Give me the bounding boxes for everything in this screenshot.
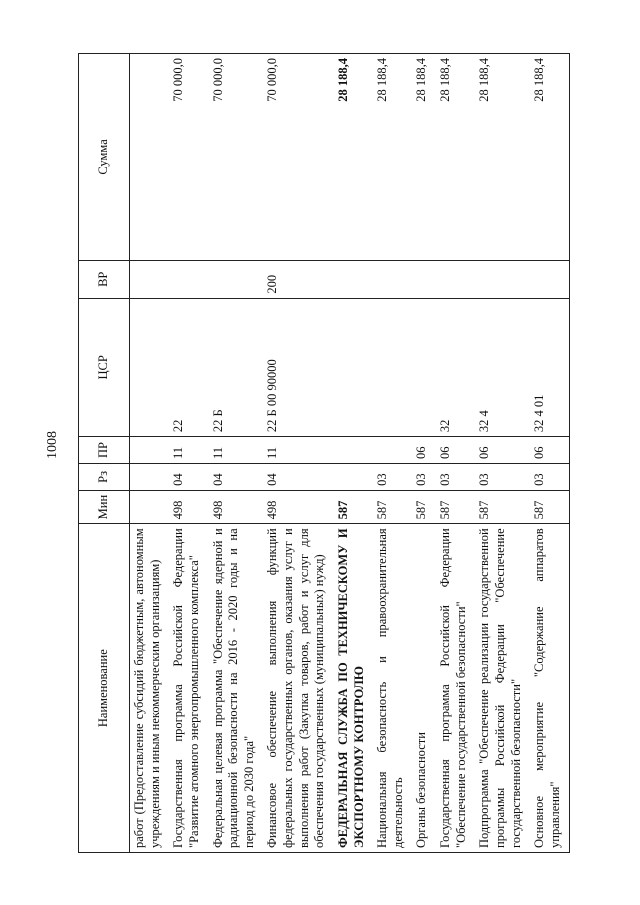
cell-pr: 06 bbox=[436, 437, 475, 464]
cell-name: Государственная программа Российской Федерации "Развитие атомного энергопромышленного комплекса" bbox=[169, 524, 208, 853]
cell-name: ФЕДЕРАЛЬНАЯ СЛУЖБА ПО ТЕХНИЧЕСКОМУ И ЭКСПОРТНОМУ КОНТРОЛЮ bbox=[334, 524, 373, 853]
cell-csr bbox=[412, 298, 436, 436]
cell-min: 587 bbox=[530, 490, 570, 524]
table-row bbox=[130, 54, 170, 853]
cell-rz bbox=[334, 464, 373, 491]
cell-min: 587 bbox=[412, 490, 436, 524]
table-row bbox=[530, 54, 570, 853]
table-row bbox=[412, 54, 436, 853]
cell-csr bbox=[334, 298, 373, 436]
cell-pr: 11 bbox=[209, 437, 264, 464]
cell-rz: 03 bbox=[436, 464, 475, 491]
header-pr: ПР bbox=[79, 437, 130, 464]
cell-name: Государственная программа Российской Федерации "Обеспечение государственной безопасности" bbox=[436, 524, 475, 853]
budget-table bbox=[78, 53, 570, 853]
cell-vr: 200 bbox=[263, 260, 334, 298]
header-csr: ЦСР bbox=[79, 298, 130, 436]
cell-csr bbox=[373, 298, 412, 436]
cell-rz: 04 bbox=[263, 464, 334, 491]
table-row bbox=[169, 54, 208, 853]
cell-min: 498 bbox=[169, 490, 208, 524]
cell-sum: 28 188,4 bbox=[334, 54, 373, 261]
cell-min: 587 bbox=[475, 490, 530, 524]
cell-rz: 03 bbox=[373, 464, 412, 491]
cell-sum: 28 188,4 bbox=[412, 54, 436, 261]
cell-min: 587 bbox=[373, 490, 412, 524]
cell-sum: 70 000,0 bbox=[169, 54, 208, 261]
cell-min: 498 bbox=[209, 490, 264, 524]
header-sum: Сумма bbox=[79, 54, 130, 261]
cell-csr: 22 Б 00 90000 bbox=[263, 298, 334, 436]
cell-name: Федеральная целевая программа "Обеспечение ядерной и радиационной безопасности на 2016 - 2020 годы и на период до 2030 года" bbox=[209, 524, 264, 853]
header-name: Наименование bbox=[79, 524, 130, 853]
cell-rz: 04 bbox=[169, 464, 208, 491]
cell-name: Подпрограмма "Обеспечение реализации государственной программы Российской Федерации "Обеспечение государственной безопасности" bbox=[475, 524, 530, 853]
cell-name: Национальная безопасность и правоохранительная деятельность bbox=[373, 524, 412, 853]
cell-vr bbox=[334, 260, 373, 298]
cell-vr bbox=[169, 260, 208, 298]
cell-pr: 06 bbox=[530, 437, 570, 464]
cell-sum: 28 188,4 bbox=[373, 54, 412, 261]
cell-sum: 70 000,0 bbox=[263, 54, 334, 261]
cell-pr bbox=[130, 437, 170, 464]
cell-pr bbox=[334, 437, 373, 464]
table-row bbox=[209, 54, 264, 853]
cell-csr bbox=[130, 298, 170, 436]
cell-csr: 32 4 bbox=[475, 298, 530, 436]
cell-csr: 22 Б bbox=[209, 298, 264, 436]
cell-csr: 22 bbox=[169, 298, 208, 436]
table-row bbox=[373, 54, 412, 853]
cell-vr bbox=[412, 260, 436, 298]
table-row bbox=[436, 54, 475, 853]
cell-rz: 03 bbox=[412, 464, 436, 491]
cell-pr: 11 bbox=[263, 437, 334, 464]
page-number: 1008 bbox=[45, 431, 60, 459]
budget-table-rotated bbox=[78, 53, 603, 853]
cell-pr bbox=[373, 437, 412, 464]
cell-vr bbox=[436, 260, 475, 298]
cell-name: Финансовое обеспечение выполнения функций федеральных государственных органов, оказания услуг и выполнения работ (Закупка товаров, работ и услуг для обеспечения государственных (муниципальных) нужд) bbox=[263, 524, 334, 853]
table-row bbox=[475, 54, 530, 853]
header-vr: ВР bbox=[79, 260, 130, 298]
cell-name: Основное мероприятие "Содержание аппаратов управления" bbox=[530, 524, 570, 853]
cell-csr: 32 bbox=[436, 298, 475, 436]
cell-name: работ (Предоставление субсидий бюджетным, автономным учреждениям и иным некоммерческим организациям) bbox=[130, 524, 170, 853]
cell-vr bbox=[209, 260, 264, 298]
cell-name: Органы безопасности bbox=[412, 524, 436, 853]
table-header-row bbox=[79, 54, 130, 853]
cell-rz bbox=[130, 464, 170, 491]
cell-pr: 11 bbox=[169, 437, 208, 464]
cell-pr: 06 bbox=[475, 437, 530, 464]
cell-min bbox=[130, 490, 170, 524]
cell-sum: 28 188,4 bbox=[530, 54, 570, 261]
cell-min: 587 bbox=[436, 490, 475, 524]
cell-sum: 28 188,4 bbox=[436, 54, 475, 261]
cell-csr: 32 4 01 bbox=[530, 298, 570, 436]
table-row bbox=[263, 54, 334, 853]
cell-rz: 03 bbox=[475, 464, 530, 491]
cell-rz: 04 bbox=[209, 464, 264, 491]
header-min: Мин bbox=[79, 490, 130, 524]
table-body bbox=[130, 54, 570, 853]
cell-sum: 70 000,0 bbox=[209, 54, 264, 261]
cell-rz: 03 bbox=[530, 464, 570, 491]
cell-vr bbox=[130, 260, 170, 298]
cell-min: 498 bbox=[263, 490, 334, 524]
cell-vr bbox=[373, 260, 412, 298]
cell-sum: 28 188,4 bbox=[475, 54, 530, 261]
cell-pr: 06 bbox=[412, 437, 436, 464]
table-row bbox=[334, 54, 373, 853]
cell-vr bbox=[475, 260, 530, 298]
cell-sum bbox=[130, 54, 170, 261]
header-rz: Рз bbox=[79, 464, 130, 491]
cell-min: 587 bbox=[334, 490, 373, 524]
cell-vr bbox=[530, 260, 570, 298]
